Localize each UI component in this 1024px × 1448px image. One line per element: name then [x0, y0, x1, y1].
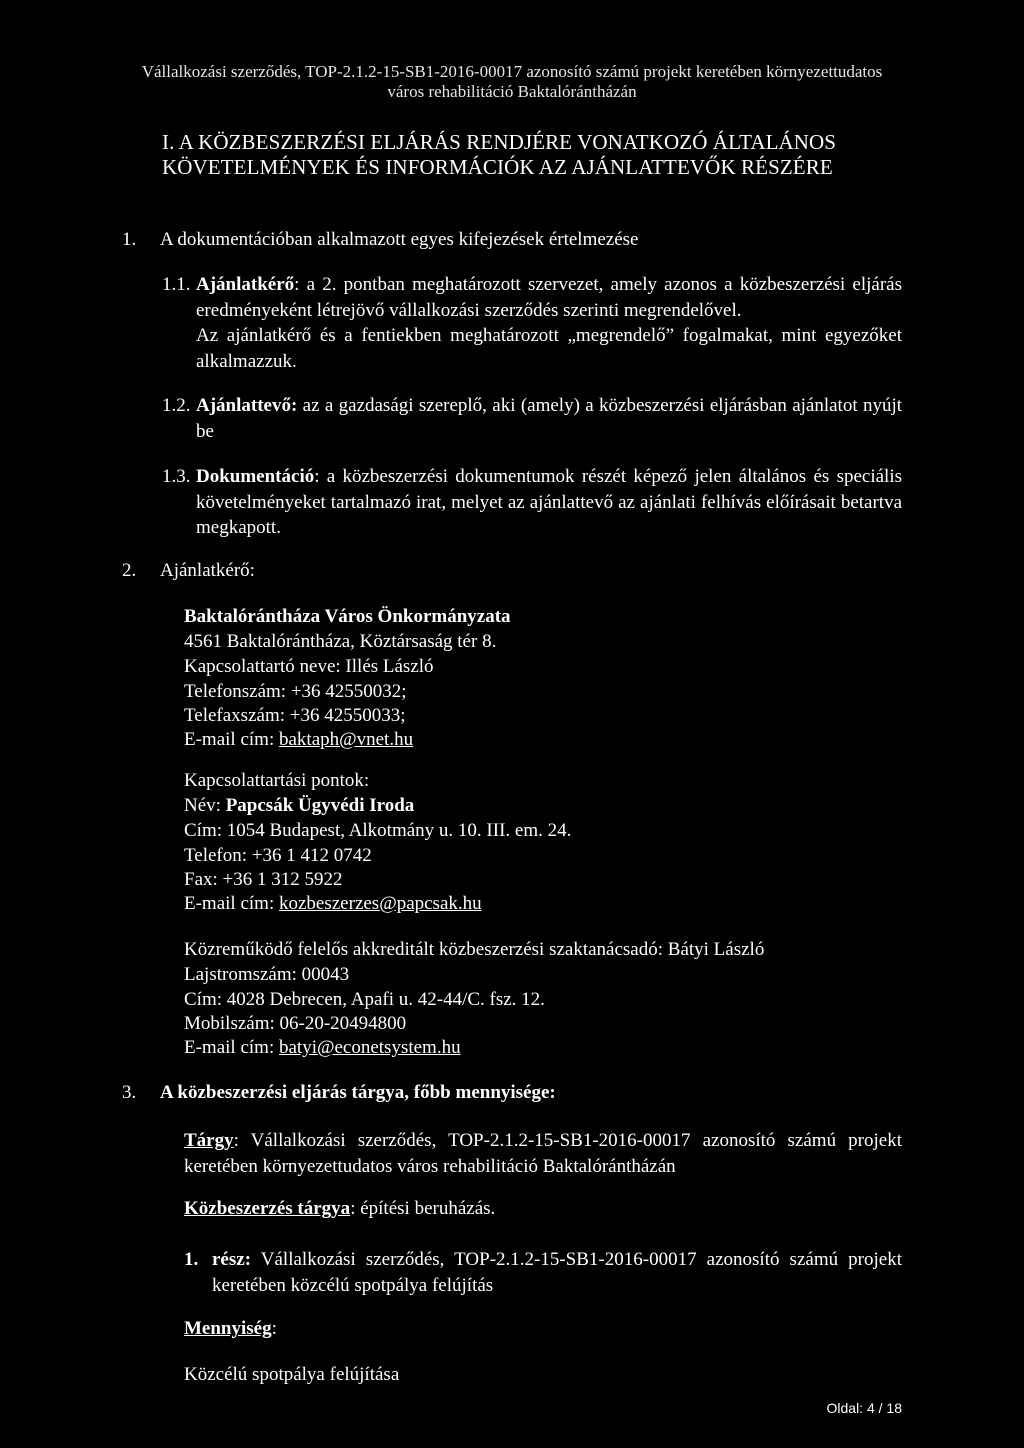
procurement-subject-text: : építési beruházás. [350, 1198, 496, 1219]
procurement-subject-line [184, 1198, 495, 1220]
contact-point-name-label: Név: [184, 795, 226, 816]
advisor-address: Cím: 4028 Debrecen, Apafi u. 42-44/C. fsz. 12. [184, 989, 545, 1010]
section-2-number: 2. [122, 560, 137, 581]
contact-point-email-line [184, 893, 482, 915]
item-1-3-definition: : a közbeszerzési dokumentumok részét képező jelen általános és speciális követelményeket tartalmazó irat, melyet az ajánlattevő az ajánlati felhívás előírásait betartva megkapott. [196, 466, 902, 538]
section-1-title: A dokumentációban alkalmazott egyes kifejezések értelmezése [160, 229, 639, 250]
section-2-title: Ajánlatkérő: [160, 560, 255, 581]
page-number: Oldal: 4 / 18 [826, 1400, 902, 1416]
advisor-registration: Lajstromszám: 00043 [184, 964, 350, 985]
contact-point-email-label: E-mail cím: [184, 893, 279, 914]
part-number: 1. [184, 1249, 199, 1270]
part-label: rész: [212, 1249, 252, 1270]
quantity-heading [184, 1318, 277, 1340]
item-1-1-number: 1.1. [162, 274, 191, 295]
item-1-3-number: 1.3. [162, 466, 191, 487]
section-3-number: 3. [122, 1082, 137, 1103]
authority-email-link[interactable]: baktaph@vnet.hu [278, 729, 414, 750]
quantity-colon: : [271, 1318, 277, 1339]
contact-point-name-line [184, 795, 414, 817]
authority-email-label: E-mail cím: [184, 729, 279, 750]
subject-paragraph [184, 1128, 902, 1179]
advisor-email-label: E-mail cím: [184, 1037, 279, 1058]
subject-text: : Vállalkozási szerződés, TOP-2.1.2-15-SB1-2016-00017 azonosító számú projekt keretében környezettudatos város rehabilitáció Baktalórántházán [184, 1130, 902, 1177]
item-1-2-number: 1.2. [162, 395, 191, 416]
quantity-label: Mennyiség [184, 1318, 272, 1339]
section-3-title: A közbeszerzési eljárás tárgya, főbb mennyisége: [160, 1082, 556, 1103]
contact-point-fax: Fax: +36 1 312 5922 [184, 869, 343, 890]
advisor-email-line [184, 1037, 461, 1059]
part-paragraph [212, 1247, 902, 1298]
subject-label: Tárgy [184, 1130, 234, 1151]
item-1-2-text [196, 393, 902, 444]
item-1-1-definition: : a 2. pontban meghatározott szervezet, amely azonos a közbeszerzési eljárás eredményeként létrejövő vállalkozási szerződés szerinti megrendelővel. [196, 274, 902, 321]
running-header-line2: város rehabilitáció Baktalórántházán [387, 82, 637, 101]
contact-point-address: Cím: 1054 Budapest, Alkotmány u. 10. III. em. 24. [184, 820, 572, 841]
advisor-email-link[interactable]: batyi@econetsystem.hu [278, 1037, 461, 1058]
procurement-subject-label: Közbeszerzés tárgya [184, 1198, 351, 1219]
authority-phone: Telefonszám: +36 42550032; [184, 681, 407, 702]
item-1-1-text [196, 272, 902, 323]
advisor-mobile: Mobilszám: 06-20-20494800 [184, 1013, 407, 1034]
item-1-1-term: Ajánlatkérő [196, 274, 295, 295]
item-1-3-term: Dokumentáció [196, 466, 315, 487]
quantity-text: Közcélú spotpálya felújítása [184, 1364, 400, 1385]
advisor-line: Közreműködő felelős akkreditált közbeszerzési szaktanácsadó: Bátyi László [184, 939, 765, 960]
authority-fax: Telefaxszám: +36 42550033; [184, 705, 406, 726]
section-1-number: 1. [122, 229, 137, 250]
item-1-2-term: Ajánlattevő: [196, 395, 298, 416]
chapter-title-line1: I. A KÖZBESZERZÉSI ELJÁRÁS RENDJÉRE VONATKOZÓ ÁLTALÁNOS [162, 130, 837, 154]
contact-point-phone: Telefon: +36 1 412 0742 [184, 845, 372, 866]
part-text: Vállalkozási szerződés, TOP-2.1.2-15-SB1-2016-00017 azonosító számú projekt keretében közcélú spotpálya felújítás [212, 1249, 902, 1296]
item-1-3-text [196, 464, 902, 541]
chapter-title-line2: KÖVETELMÉNYEK ÉS INFORMÁCIÓK AZ AJÁNLATTEVŐK RÉSZÉRE [162, 155, 833, 179]
running-header-line1: Vállalkozási szerződés, TOP-2.1.2-15-SB1-2016-00017 azonosító számú projekt keretében környezettudatos [141, 62, 883, 81]
contracting-authority-name: Baktalórántháza Város Önkormányzata [184, 606, 511, 627]
item-1-1-text2: Az ajánlatkérő és a fentiekben meghatározott „megrendelő” fogalmakat, mint egyezőket alkalmazzuk. [196, 325, 902, 372]
authority-address: 4561 Baktalórántháza, Köztársaság tér 8. [184, 631, 497, 652]
contact-point-email-link[interactable]: kozbeszerzes@papcsak.hu [278, 893, 482, 914]
contact-point-name: Papcsák Ügyvédi Iroda [225, 795, 415, 816]
authority-email-line [184, 729, 413, 751]
contact-points-label: Kapcsolattartási pontok: [184, 770, 370, 791]
item-1-2-definition: az a gazdasági szereplő, aki (amely) a közbeszerzési eljárásban ajánlatot nyújt be [196, 395, 902, 442]
authority-contact: Kapcsolattartó neve: Illés László [184, 656, 434, 677]
